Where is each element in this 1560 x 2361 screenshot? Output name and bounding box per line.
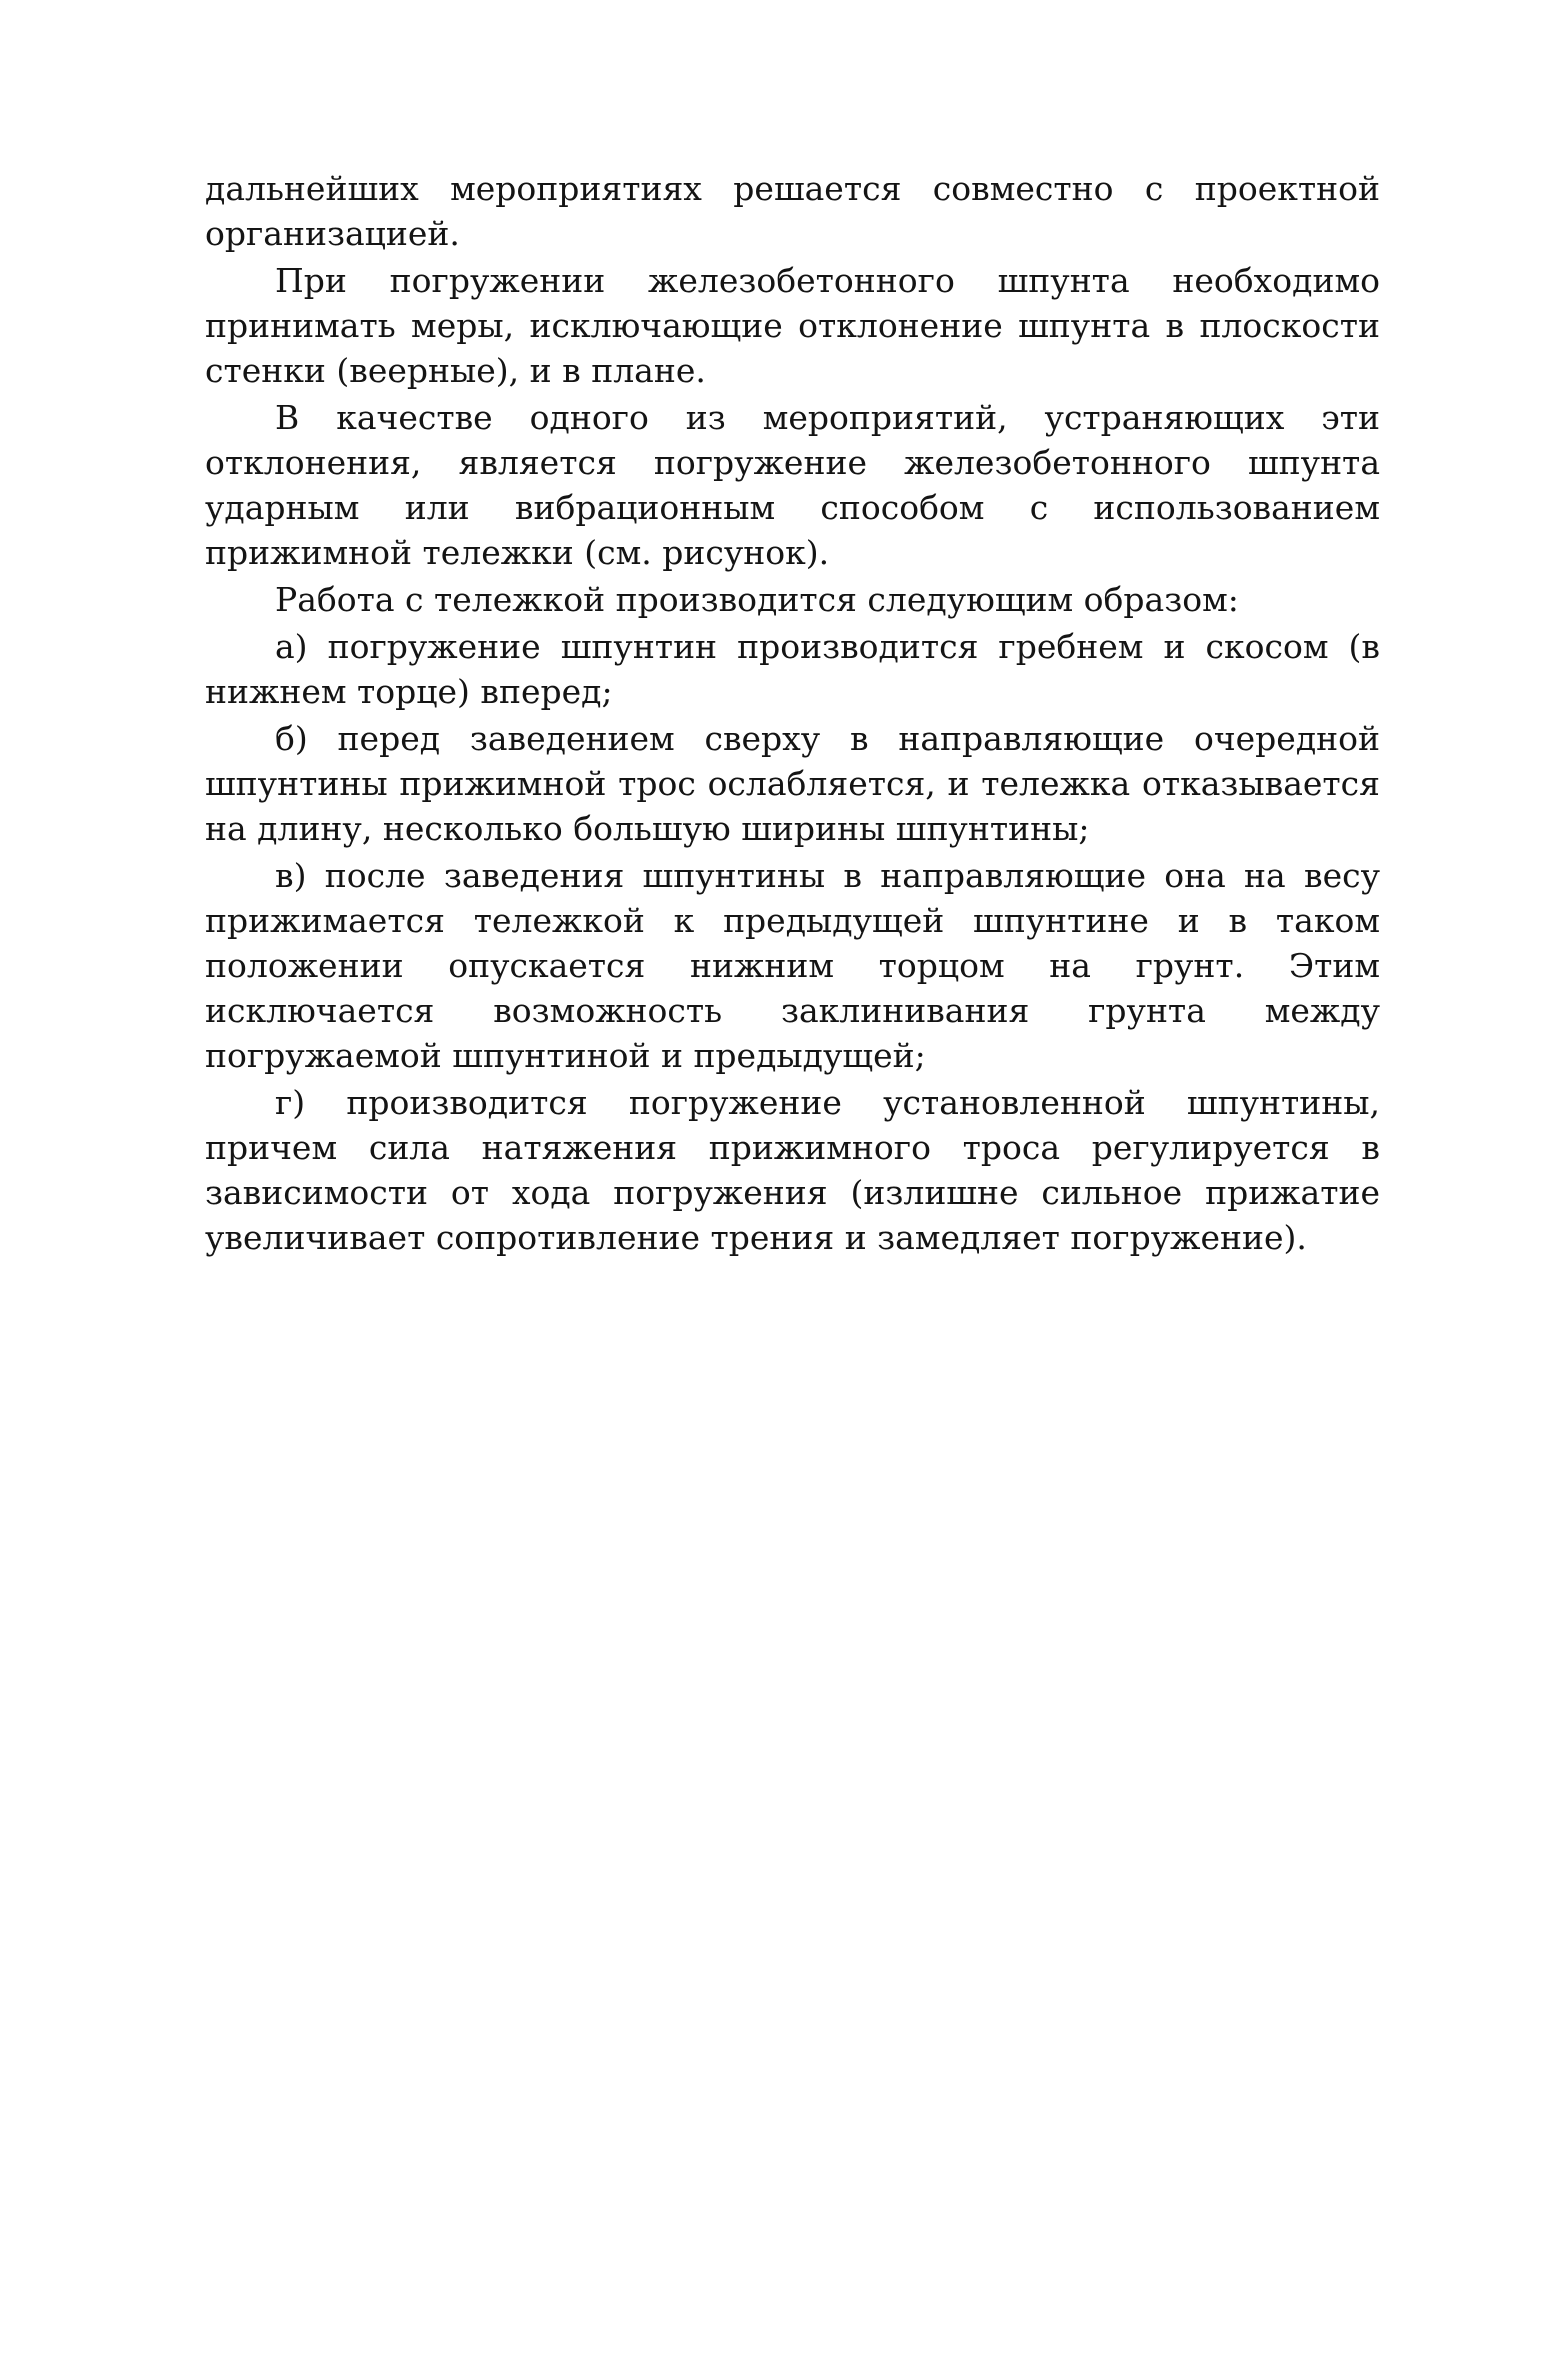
list-item-a: а) погружение шпунтин производится гребнем и скосом (в нижнем торце) вперед; bbox=[205, 627, 1380, 711]
list-item-v: в) после заведения шпунтины в направляющие она на весу прижимается тележкой к предыдущей шпунтине и в таком положении опускается нижним торцом на грунт. Этим исключается возможность заклинивания грунта между погружаемой шпунтиной и предыдущей; bbox=[205, 856, 1380, 1075]
list-item-g: г) производится погружение установленной шпунтины, причем сила натяжения прижимного троса регулируется в зависимости от хода погружения (излишне сильное прижатие увеличивает сопротивление трения и замедляет погружение). bbox=[205, 1083, 1380, 1257]
list-item-b: б) перед заведением сверху в направляющие очередной шпунтины прижимной трос ослабляется, и тележка отказывается на длину, несколько большую ширины шпунтины; bbox=[205, 719, 1380, 848]
paragraph-sheet-pile-driving: При погружении железобетонного шпунта необходимо принимать меры, исключающие отклонение шпунта в плоскости стенки (веерные), и в плане. bbox=[205, 261, 1380, 390]
paragraph-measures: В качестве одного из мероприятий, устраняющих эти отклонения, является погружение железобетонного шпунта ударным или вибрационным способом с использованием прижимной тележки (см. рисунок). bbox=[205, 398, 1380, 572]
document-body bbox=[205, 166, 1380, 1260]
paragraph-procedure-intro: Работа с тележкой производится следующим образом: bbox=[275, 580, 1239, 619]
paragraph-continuation: дальнейших мероприятиях решается совместно с проектной организацией. bbox=[205, 169, 1380, 253]
